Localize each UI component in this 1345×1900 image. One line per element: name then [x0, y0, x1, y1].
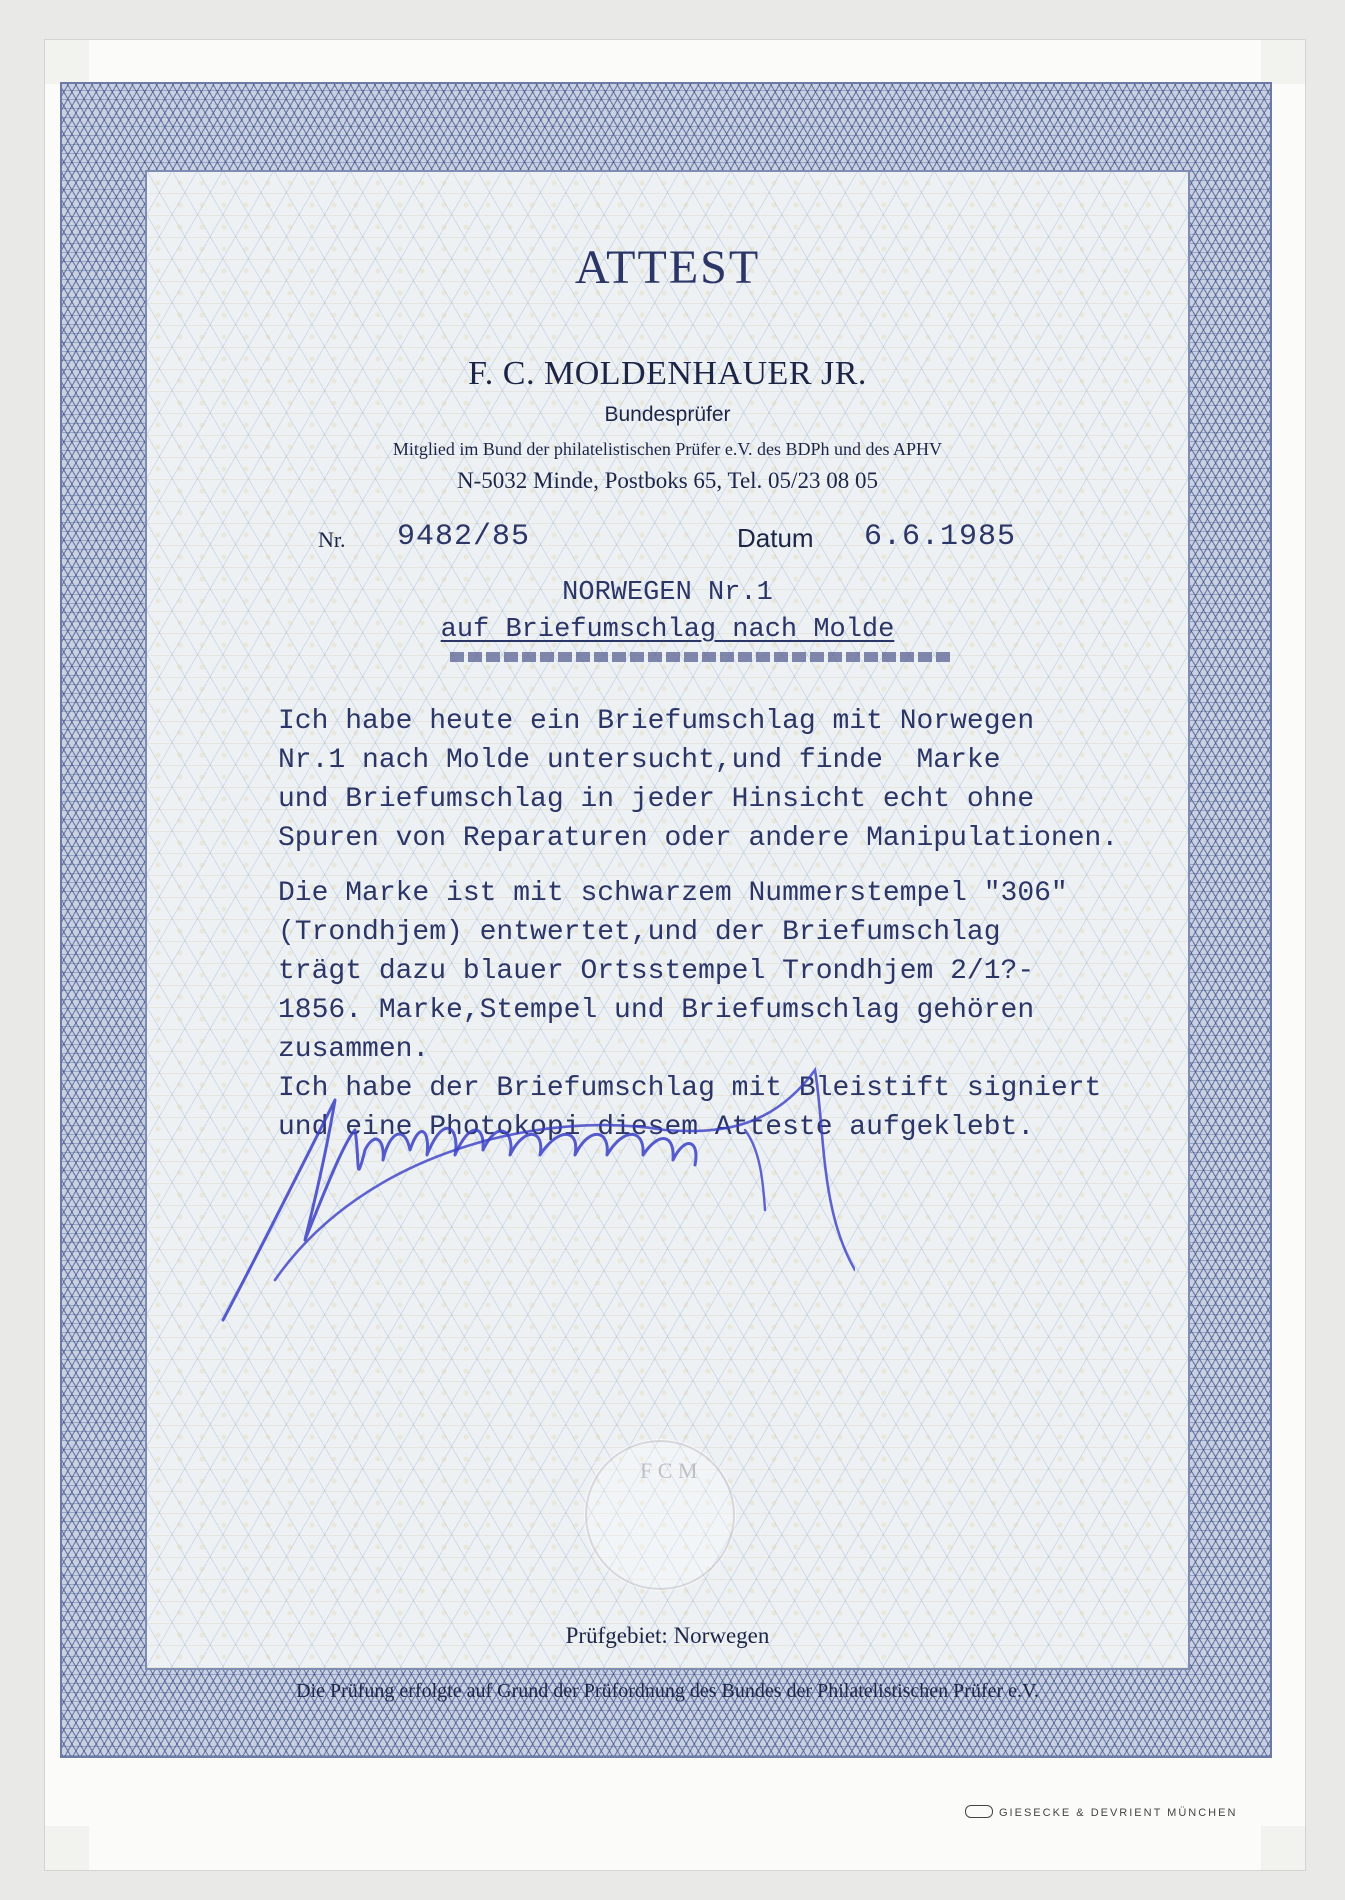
printer-name: GIESECKE & DEVRIENT MÜNCHEN — [999, 1807, 1238, 1819]
photo-corner-top-right — [1261, 40, 1305, 84]
examiner-role: Bundesprüfer — [604, 403, 731, 426]
test-area: Prüfgebiet: Norwegen — [565, 1623, 770, 1648]
certificate-title: ATTEST — [574, 241, 761, 294]
photo-corner-bottom-left — [45, 1826, 89, 1870]
body-line: Spuren von Reparaturen oder andere Manipulationen. — [278, 823, 1119, 854]
body-line: Ich habe der Briefumschlag mit Bleistift signiert — [278, 1073, 1102, 1104]
printer-logo-icon — [965, 1805, 993, 1818]
body-line: und Briefumschlag in jeder Hinsicht echt ohne — [278, 784, 1035, 815]
body-line: Nr.1 nach Molde untersucht,und finde Marke — [278, 745, 1001, 776]
handwritten-signature — [215, 1040, 855, 1340]
body-line: Die Marke ist mit schwarzem Nummerstempel "306" — [278, 878, 1068, 909]
printer-imprint — [965, 1805, 1237, 1819]
subject-heading: NORWEGEN Nr.1 — [562, 578, 773, 608]
body-line: trägt dazu blauer Ortsstempel Trondhjem 2/1?- — [278, 956, 1035, 987]
body-line: Ich habe heute ein Briefumschlag mit Norwegen — [278, 706, 1035, 737]
photo-corner-bottom-right — [1261, 1826, 1305, 1870]
examiner-name: F. C. MOLDENHAUER JR. — [468, 355, 867, 392]
date-label: Datum — [737, 523, 814, 553]
certificate-number: 9482/85 — [397, 520, 531, 554]
address-line: N-5032 Minde, Postboks 65, Tel. 05/23 08 05 — [457, 468, 878, 493]
double-underline — [450, 652, 950, 662]
seal-text: F C M — [640, 1458, 698, 1483]
body-line: (Trondhjem) entwertet,und der Briefumschlag — [278, 917, 1001, 948]
body-line: 1856. Marke,Stempel und Briefumschlag gehören — [278, 995, 1035, 1026]
nr-label: Nr. — [318, 527, 346, 552]
body-line: zusammen. — [278, 1034, 430, 1065]
embossed-seal — [585, 1440, 735, 1590]
footer-note: Die Prüfung erfolgte auf Grund der Prüfordnung des Bundes der Philatelistischen Prüfer e.V. — [296, 1680, 1039, 1702]
photo-corner-top-left — [45, 40, 89, 84]
subject-subheading: auf Briefumschlag nach Molde — [440, 615, 895, 645]
certificate-date: 6.6.1985 — [864, 520, 1017, 554]
membership-line: Mitglied im Bund der philatelistischen Prüfer e.V. des BDPh und des APHV — [392, 439, 943, 459]
body-line: und eine Photokopi diesem Atteste aufgeklebt. — [278, 1112, 1035, 1143]
